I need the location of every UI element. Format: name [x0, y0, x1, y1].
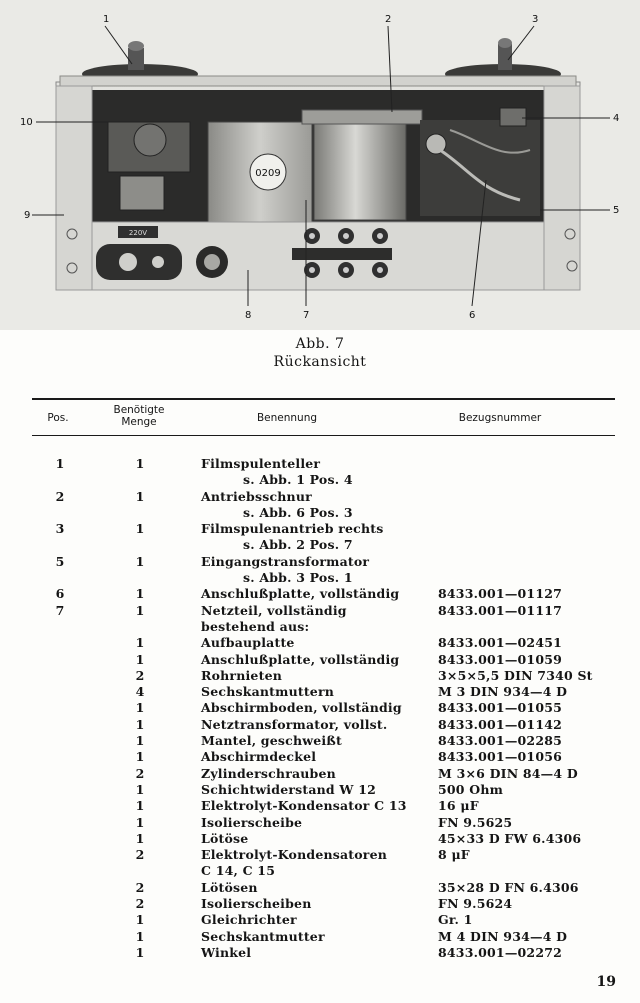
- row-designation: s. Abb. 6 Pos. 3: [243, 504, 353, 520]
- row-pos: 1: [55, 456, 65, 471]
- row-designation: Sechskantmutter: [201, 928, 325, 944]
- row-reference-number: 8433.001—01142: [438, 716, 563, 732]
- header-menge: Benötigte Menge: [113, 404, 165, 428]
- row-quantity: 1: [135, 944, 145, 960]
- row-designation: Schichtwiderstand W 12: [201, 781, 377, 797]
- row-designation: s. Abb. 3 Pos. 1: [243, 570, 353, 586]
- row-quantity: 1: [135, 521, 145, 537]
- row-designation: Rohrnieten: [201, 667, 283, 683]
- row-quantity: 1: [135, 830, 145, 846]
- row-designation: Filmspulenantrieb rechts: [201, 521, 384, 537]
- row-quantity: 2: [135, 847, 145, 863]
- row-quantity: 1: [135, 635, 145, 651]
- row-designation: Netzteil, vollständig: [201, 602, 347, 618]
- row-designation: Eingangstransformator: [201, 553, 370, 569]
- row-reference-number: 8433.001—02272: [438, 944, 563, 960]
- row-designation: s. Abb. 1 Pos. 4: [243, 472, 353, 488]
- header-benennung: Benennung: [256, 412, 318, 424]
- callout-1: 1: [103, 14, 110, 25]
- callout-2: 2: [385, 14, 392, 25]
- table-row: [0, 505, 640, 521]
- row-reference-number: 8433.001—01117: [438, 602, 563, 618]
- row-quantity: 1: [135, 553, 145, 569]
- row-quantity: 1: [135, 814, 145, 830]
- row-reference-number: FN 9.5625: [438, 814, 513, 830]
- header-bezugsnummer: Bezugsnummer: [458, 412, 542, 424]
- table-row: [0, 896, 640, 912]
- row-reference-number: 8433.001—01127: [438, 586, 563, 602]
- table-row: [0, 635, 640, 651]
- row-designation: Abschirmdeckel: [201, 749, 317, 765]
- table-row: [0, 749, 640, 765]
- row-reference-number: 8433.001—01056: [438, 749, 563, 765]
- row-designation: bestehend aus:: [201, 618, 310, 634]
- header-pos: Pos.: [47, 412, 69, 424]
- voltage-plate-label: 220V: [128, 229, 148, 237]
- row-designation: Elektrolyt-Kondensator C 13: [201, 798, 407, 814]
- table-row: [0, 700, 640, 716]
- parts-table-body: [0, 456, 640, 961]
- row-designation: Filmspulenteller: [201, 456, 321, 471]
- row-quantity: 1: [135, 586, 145, 602]
- table-row: [0, 782, 640, 798]
- row-designation: Gleichrichter: [201, 912, 297, 928]
- table-row: [0, 489, 640, 505]
- mains-socket: [96, 244, 182, 280]
- row-reference-number: 8433.001—02285: [438, 733, 563, 749]
- row-pos: 3: [55, 521, 65, 537]
- callout-4: 4: [613, 113, 620, 124]
- row-designation: Mantel, geschweißt: [201, 733, 342, 749]
- callout-7: 7: [303, 310, 310, 321]
- table-row: [0, 798, 640, 814]
- row-designation: Anschlußplatte, vollständig: [201, 651, 400, 667]
- row-designation: Winkel: [201, 944, 252, 960]
- row-reference-number: 45×33 D FW 6.4306: [438, 830, 582, 846]
- row-quantity: 1: [135, 700, 145, 716]
- row-designation: Isolierscheiben: [201, 896, 312, 912]
- row-designation: Netztransformator, vollst.: [201, 716, 388, 732]
- table-row: [0, 586, 640, 602]
- row-reference-number: 8433.001—01055: [438, 700, 563, 716]
- table-top-rule: [32, 398, 615, 400]
- row-reference-number: 8 μF: [438, 847, 470, 863]
- table-row: [0, 733, 640, 749]
- table-row: [0, 945, 640, 961]
- row-pos: 5: [55, 553, 65, 569]
- table-row: [0, 652, 640, 668]
- row-reference-number: 3×5×5,5 DIN 7340 St: [438, 667, 593, 683]
- table-row: [0, 521, 640, 537]
- table-row: [0, 929, 640, 945]
- row-reference-number: 8433.001—02451: [438, 635, 563, 651]
- table-row: [0, 766, 640, 782]
- row-designation: C 14, C 15: [201, 863, 276, 879]
- row-quantity: 2: [135, 667, 145, 683]
- table-row: [0, 554, 640, 570]
- row-designation: Aufbauplatte: [201, 635, 295, 651]
- row-reference-number: M 3 DIN 934—4 D: [438, 684, 568, 700]
- table-row: [0, 619, 640, 635]
- row-quantity: 2: [135, 765, 145, 781]
- row-designation: Zylinderschrauben: [201, 765, 336, 781]
- table-row: [0, 570, 640, 586]
- row-designation: Lötöse: [201, 830, 249, 846]
- device-rear-photo: [0, 0, 640, 330]
- callout-5: 5: [613, 205, 620, 216]
- row-pos: 2: [55, 488, 65, 504]
- row-quantity: 1: [135, 488, 145, 504]
- row-quantity: 4: [135, 684, 145, 700]
- row-designation: Elektrolyt-Kondensatoren: [201, 847, 388, 863]
- row-quantity: 1: [135, 456, 145, 471]
- row-reference-number: 16 μF: [438, 798, 479, 814]
- table-header-rule: [32, 435, 615, 436]
- figure-caption: Abb. 7: [295, 336, 345, 352]
- table-row: [0, 603, 640, 619]
- row-reference-number: M 4 DIN 934—4 D: [438, 928, 568, 944]
- callout-9: 9: [24, 210, 31, 221]
- row-quantity: 1: [135, 928, 145, 944]
- row-quantity: 2: [135, 896, 145, 912]
- row-pos: 6: [55, 586, 65, 602]
- table-row: [0, 456, 640, 472]
- row-designation: s. Abb. 2 Pos. 7: [243, 537, 353, 553]
- callout-10: 10: [20, 117, 33, 128]
- row-quantity: 1: [135, 602, 145, 618]
- shielding-can: [314, 124, 406, 220]
- row-designation: Lötösen: [201, 879, 258, 895]
- device-photo-illustration: [0, 0, 640, 330]
- row-quantity: 1: [135, 749, 145, 765]
- inspection-stamp: 0209: [255, 168, 281, 179]
- table-row: [0, 537, 640, 553]
- callout-8: 8: [245, 310, 252, 321]
- row-designation: Isolierscheibe: [201, 814, 303, 830]
- row-quantity: 1: [135, 716, 145, 732]
- table-row: [0, 912, 640, 928]
- table-row: [0, 847, 640, 863]
- row-quantity: 1: [135, 733, 145, 749]
- table-row: [0, 668, 640, 684]
- callout-3: 3: [532, 14, 539, 25]
- left-reel-spindle: [128, 48, 144, 70]
- row-pos: 7: [55, 602, 65, 618]
- table-row: [0, 863, 640, 879]
- row-designation: Antriebsschnur: [201, 488, 312, 504]
- figure-subcaption: Rückansicht: [273, 354, 367, 370]
- row-reference-number: 500 Ohm: [438, 781, 504, 797]
- row-designation: Anschlußplatte, vollständig: [201, 586, 400, 602]
- table-row: [0, 815, 640, 831]
- table-row: [0, 717, 640, 733]
- table-row: [0, 831, 640, 847]
- table-row: [0, 472, 640, 488]
- row-quantity: 1: [135, 651, 145, 667]
- row-quantity: 1: [135, 781, 145, 797]
- row-reference-number: M 3×6 DIN 84—4 D: [438, 765, 578, 781]
- table-row: [0, 880, 640, 896]
- row-designation: Sechskantmuttern: [201, 684, 335, 700]
- table-row: [0, 684, 640, 700]
- row-reference-number: FN 9.5624: [438, 896, 513, 912]
- row-designation: Abschirmboden, vollständig: [201, 700, 402, 716]
- row-quantity: 1: [135, 912, 145, 928]
- callout-6: 6: [469, 310, 476, 321]
- page-number: 19: [596, 974, 616, 990]
- row-quantity: 1: [135, 798, 145, 814]
- row-quantity: 2: [135, 879, 145, 895]
- row-reference-number: 35×28 D FN 6.4306: [438, 879, 579, 895]
- row-reference-number: 8433.001—01059: [438, 651, 563, 667]
- row-reference-number: Gr. 1: [438, 912, 473, 928]
